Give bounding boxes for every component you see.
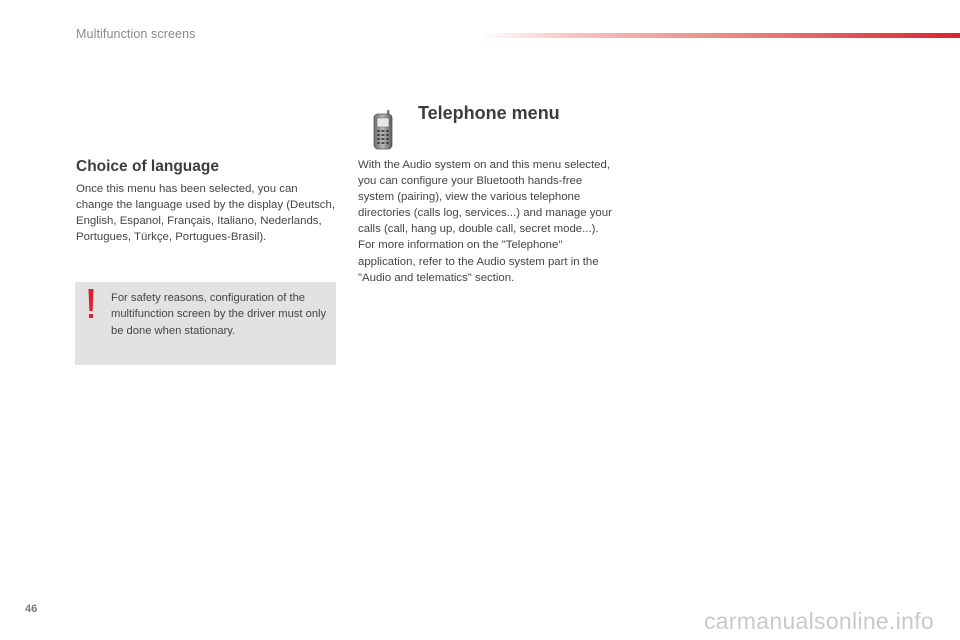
warning-box bbox=[75, 282, 336, 365]
page-number: 46 bbox=[25, 603, 38, 615]
language-heading: Choice of language bbox=[76, 158, 219, 175]
warning-text: For safety reasons, configuration of the multifunction screen by the driver must only be done when stationary. bbox=[111, 292, 327, 337]
exclamation-icon bbox=[84, 287, 98, 321]
header-title: Multifunction screens bbox=[76, 27, 196, 41]
mobile-phone-icon bbox=[372, 110, 394, 150]
language-body-text: Once this menu has been selected, you can change the language used by the display (Deutsch, English, Espanol, Français, Italiano, Nederlands, Portugues, Türkçe, Portugues-Brasil). bbox=[76, 183, 335, 244]
header-accent-bar bbox=[478, 33, 960, 38]
telephone-paragraph-2: For more information on the "Telephone" application, refer to the Audio system part in the "Audio and telematics" section. bbox=[358, 239, 599, 284]
watermark: carmanualsonline.info bbox=[703, 608, 934, 634]
telephone-body-text bbox=[358, 157, 620, 286]
telephone-heading: Telephone menu bbox=[418, 103, 560, 123]
telephone-paragraph-1: With the Audio system on and this menu selected, you can configure your Bluetooth hands-free system (pairing), view the various telephone directories (calls log, services...) and manage your calls (call, hang up, double call, secret mode...). bbox=[358, 159, 612, 236]
